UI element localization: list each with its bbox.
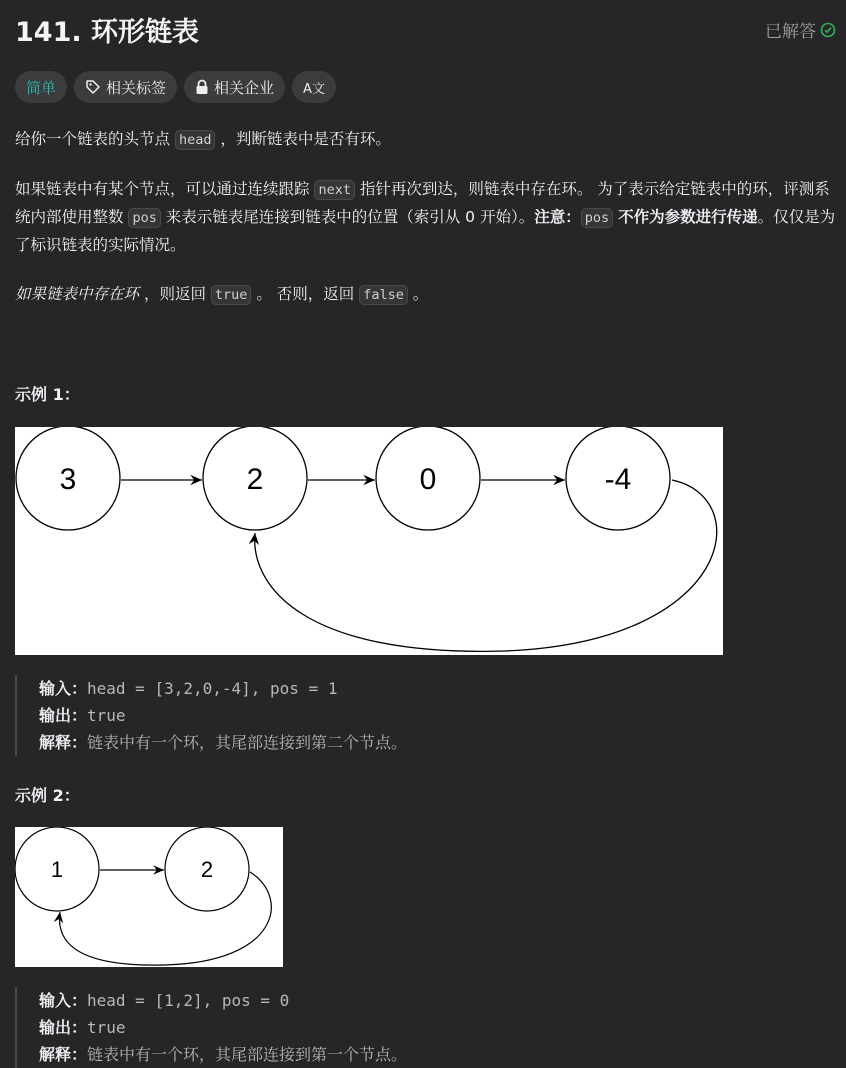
output-value: true <box>87 1018 126 1037</box>
text: 来表示链表尾连接到链表中的位置（索引从 0 开始）。 <box>160 208 535 226</box>
emphasis: 如果链表中存在环 <box>15 285 140 303</box>
solved-label: 已解答 <box>765 22 816 42</box>
output-value: true <box>87 706 126 725</box>
tag-bar <box>15 71 336 103</box>
node-value: 0 <box>419 463 437 496</box>
text: 。仅仅是为了标识链表的实际情况。 <box>15 208 836 254</box>
tag-icon <box>85 79 101 95</box>
node-value: -4 <box>604 463 632 496</box>
example-2-heading: 示例 2： <box>15 786 80 805</box>
text: 。 否则，返回 <box>251 285 360 303</box>
explain-text: 链表中有一个环，其尾部连接到第二个节点。 <box>87 733 408 752</box>
inline-code: head <box>175 130 216 150</box>
related-tags-label: 相关标签 <box>106 78 167 97</box>
node-value: 1 <box>50 857 64 882</box>
paragraph-intro <box>15 126 837 154</box>
paragraph-return <box>15 281 837 309</box>
text: 如果链表中有某个节点，可以通过连续跟踪 <box>15 180 315 198</box>
note-label: 注意： <box>534 208 581 226</box>
text: 指针再次到达，则链表中存在环。 为了表示给定链表中的环，评测系统内部使用整数 <box>15 180 830 226</box>
example-1-heading: 示例 1： <box>15 385 80 404</box>
input-label: 输入： <box>39 991 88 1010</box>
difficulty-badge[interactable] <box>15 71 67 103</box>
explain-text: 链表中有一个环，其尾部连接到第一个节点。 <box>87 1045 408 1064</box>
check-circle-icon <box>820 22 836 38</box>
inline-code: true <box>211 285 252 305</box>
example-2-diagram <box>15 827 283 967</box>
text: 。 <box>407 285 429 303</box>
explain-label: 解释： <box>39 733 88 752</box>
output-label: 输出： <box>39 706 88 725</box>
inline-code: false <box>359 285 408 305</box>
output-label: 输出： <box>39 1018 88 1037</box>
inline-code: pos <box>128 208 160 228</box>
example-2-io <box>15 987 407 1068</box>
lock-icon <box>195 79 209 95</box>
difficulty-label: 简单 <box>26 78 57 97</box>
node-value: 2 <box>200 857 214 882</box>
example-1-diagram <box>15 427 723 655</box>
inline-code: next <box>314 180 355 200</box>
solved-status <box>765 17 836 42</box>
text: 给你一个链表的头节点 <box>15 130 175 148</box>
input-value: head = [1,2], pos = 0 <box>87 991 290 1010</box>
input-value: head = [3,2,0,-4], pos = 1 <box>87 679 338 698</box>
text: ，则返回 <box>139 285 211 303</box>
example-1-io <box>15 675 407 756</box>
related-companies-button[interactable] <box>184 71 285 103</box>
text: ，判断链表中是否有环。 <box>215 130 391 148</box>
related-tags-button[interactable] <box>74 71 177 103</box>
problem-description <box>15 126 837 331</box>
inline-code: pos <box>581 208 613 228</box>
translate-button[interactable] <box>292 71 336 103</box>
node-value: 2 <box>246 463 264 496</box>
input-label: 输入： <box>39 679 88 698</box>
note-text: 不作为参数进行传递 <box>618 208 758 226</box>
node-value: 3 <box>59 463 77 496</box>
translate-icon: A文 <box>303 81 325 97</box>
page-title: 141. 环形链表 <box>15 17 200 48</box>
related-companies-label: 相关企业 <box>214 78 275 97</box>
paragraph-details <box>15 176 837 259</box>
explain-label: 解释： <box>39 1045 88 1064</box>
